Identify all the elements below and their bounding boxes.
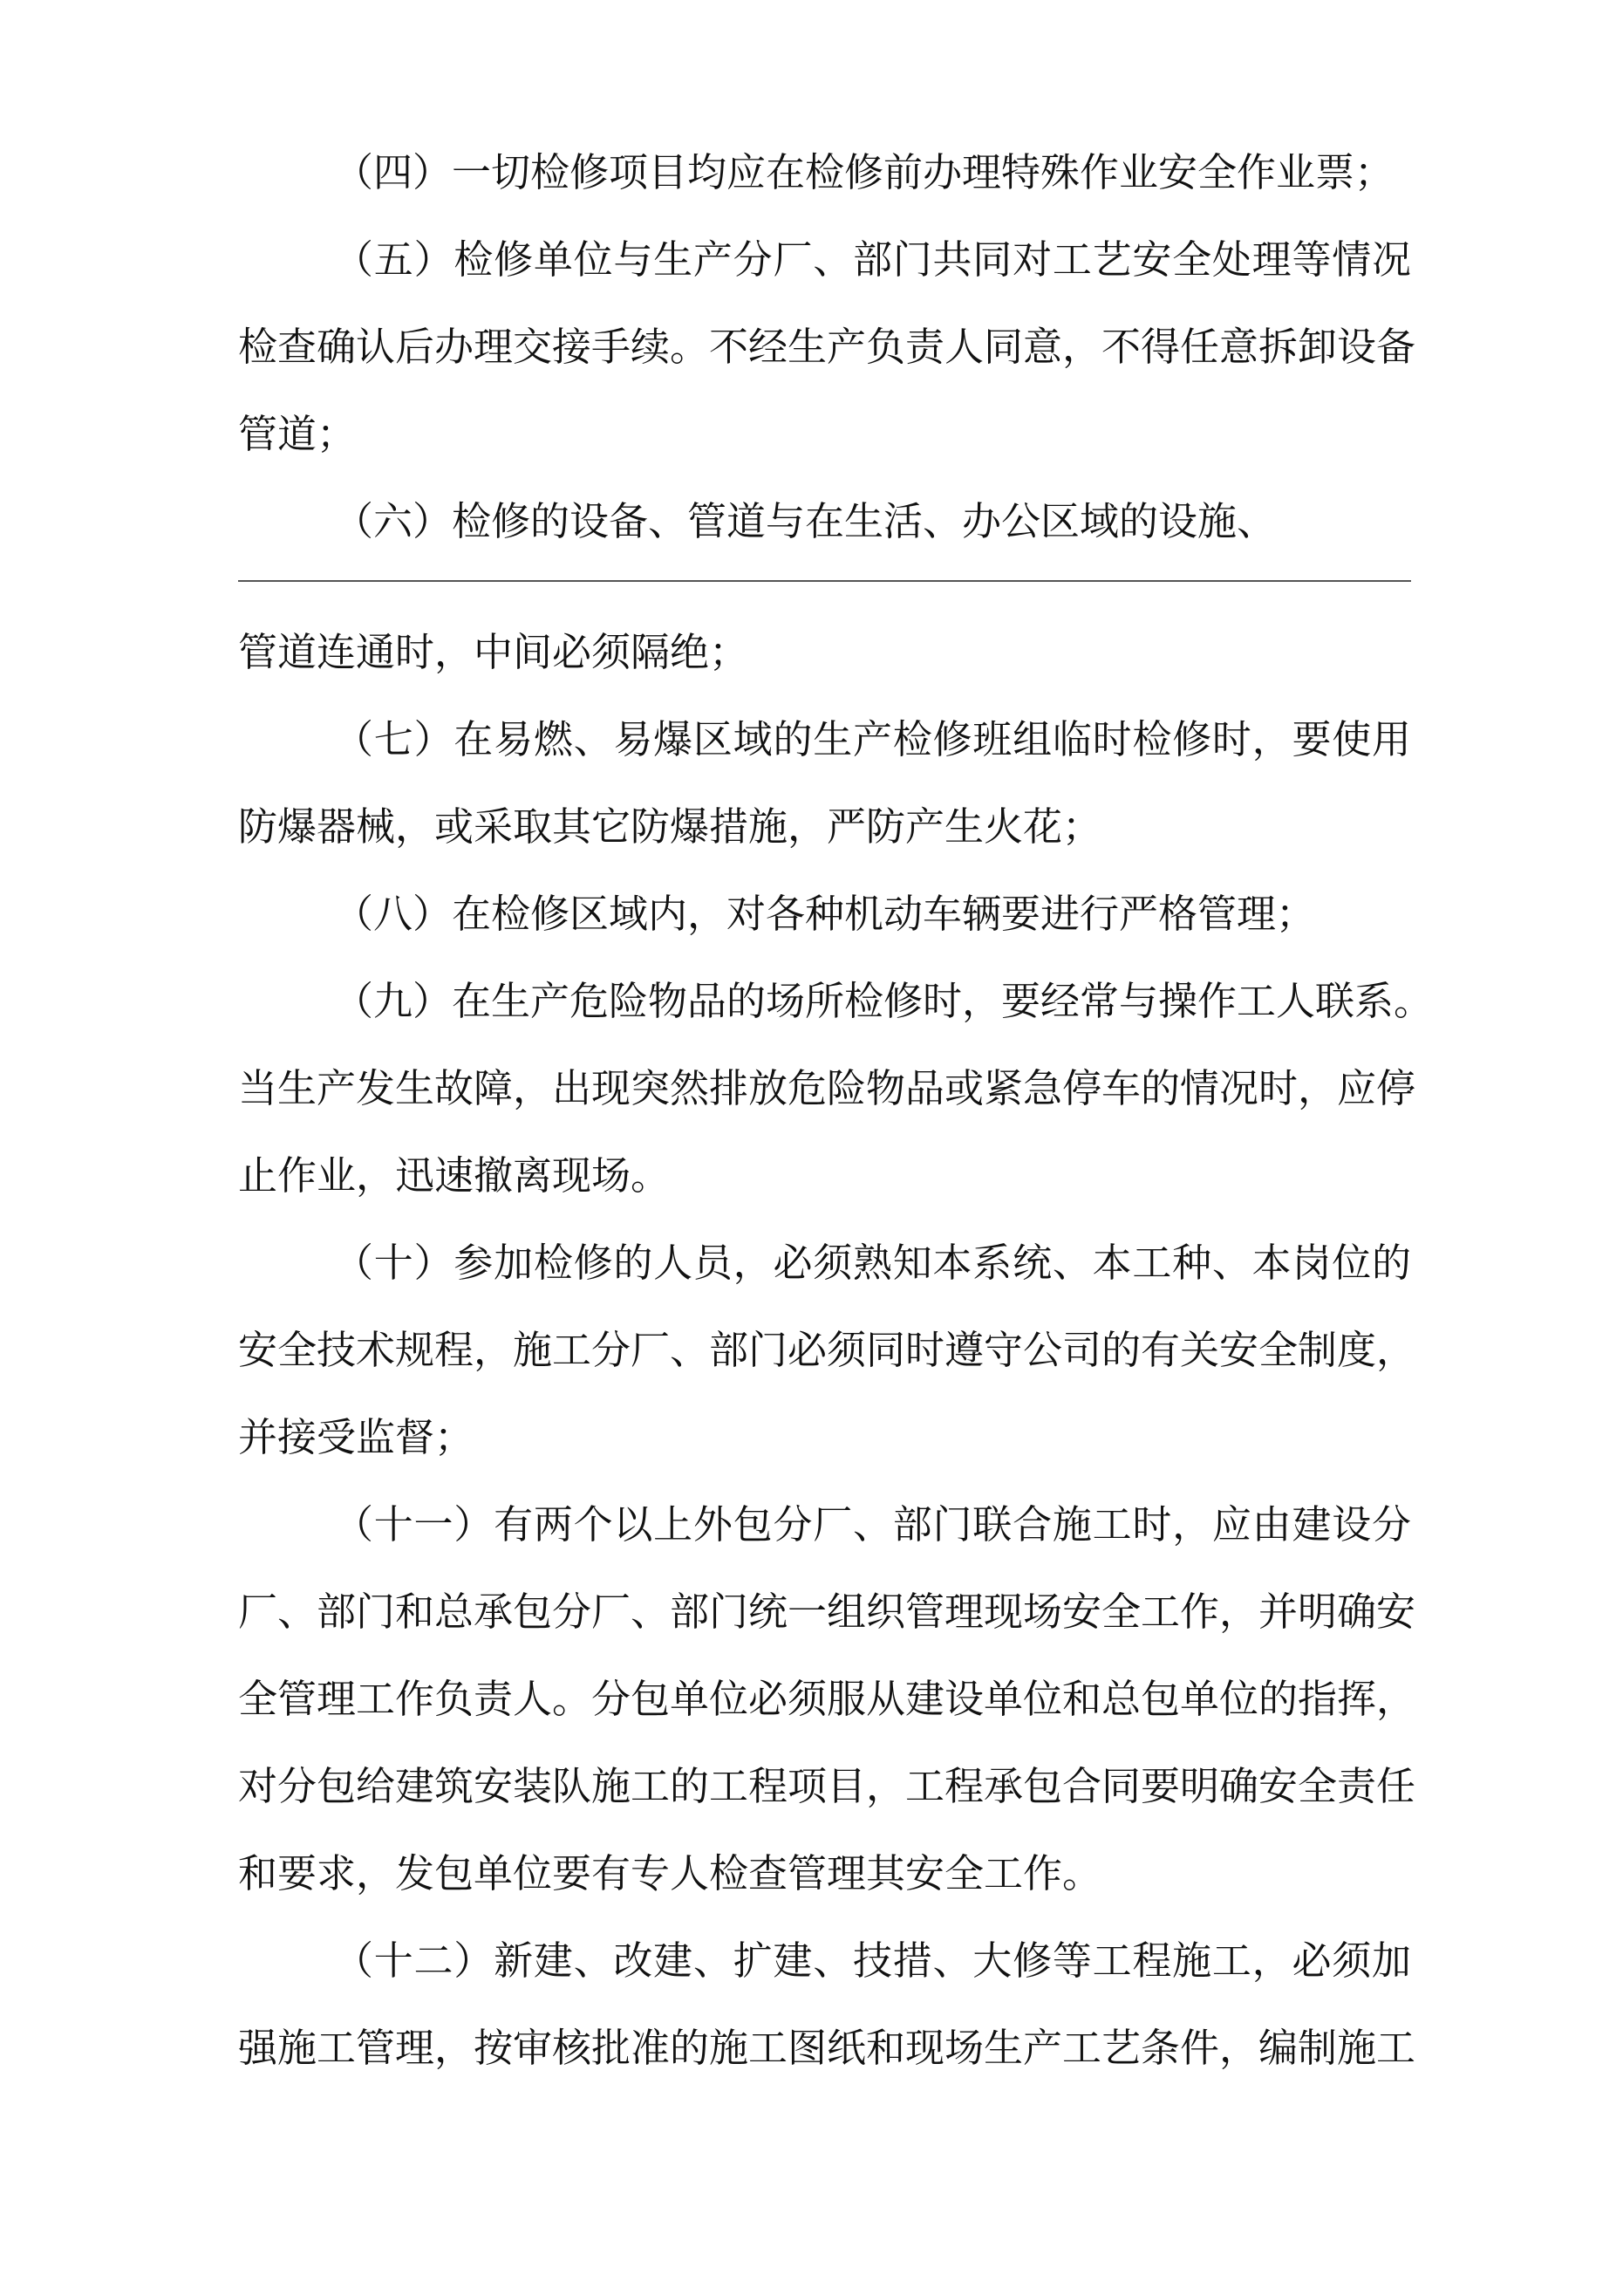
text-line: 厂、部门和总承包分厂、部门统一组织管理现场安全工作，并明确安 [238, 1589, 1416, 1635]
text-line: 管道； [238, 411, 357, 457]
text-line: 全管理工作负责人。分包单位必须服从建设单位和总包单位的指挥， [238, 1676, 1416, 1722]
text-line: 和要求，发包单位要有专人检查管理其安全工作。 [238, 1850, 1102, 1896]
text-line: 强施工管理，按审核批准的施工图纸和现场生产工艺条件，编制施工 [238, 2025, 1416, 2071]
text-line: 管道连通时，中间必须隔绝； [238, 629, 749, 675]
text-line: 防爆器械，或采取其它防爆措施，严防产生火花； [238, 803, 1102, 850]
text-line: （九）在生产危险物品的场所检修时，要经常与操作工人联系。 [334, 978, 1434, 1024]
text-line: （十一）有两个以上外包分厂、部门联合施工时，应由建设分 [334, 1501, 1411, 1548]
text-line: （四）一切检修项目均应在检修前办理特殊作业安全作业票； [334, 149, 1395, 195]
page-break-divider [238, 580, 1411, 582]
text-line: （八）在检修区域内，对各种机动车辆要进行严格管理； [334, 891, 1316, 937]
text-line: （七）在易燃、易爆区域的生产检修班组临时检修时，要使用 [334, 716, 1411, 762]
text-line: 检查确认后办理交接手续。不经生产负责人同意，不得任意拆卸设备 [238, 324, 1416, 370]
text-line: （十）参加检修的人员，必须熟知本系统、本工种、本岗位的 [334, 1240, 1411, 1286]
text-line: 安全技术规程，施工分厂、部门必须同时遵守公司的有关安全制度， [238, 1327, 1416, 1373]
text-line: （六）检修的设备、管道与在生活、办公区域的设施、 [334, 498, 1277, 544]
text-line: （十二）新建、改建、扩建、技措、大修等工程施工，必须加 [334, 1937, 1411, 1984]
page-top-block [238, 129, 1416, 565]
text-line: 并接受监督； [238, 1414, 474, 1460]
text-line: 对分包给建筑安装队施工的工程项目，工程承包合同要明确安全责任 [238, 1763, 1416, 1809]
page-bottom-block [238, 609, 1434, 2092]
text-line: 止作业，迅速撤离现场。 [238, 1152, 671, 1199]
text-line: （五）检修单位与生产分厂、部门共同对工艺安全处理等情况 [334, 236, 1411, 283]
text-line: 当生产发生故障，出现突然排放危险物品或紧急停车的情况时，应停 [238, 1065, 1416, 1111]
